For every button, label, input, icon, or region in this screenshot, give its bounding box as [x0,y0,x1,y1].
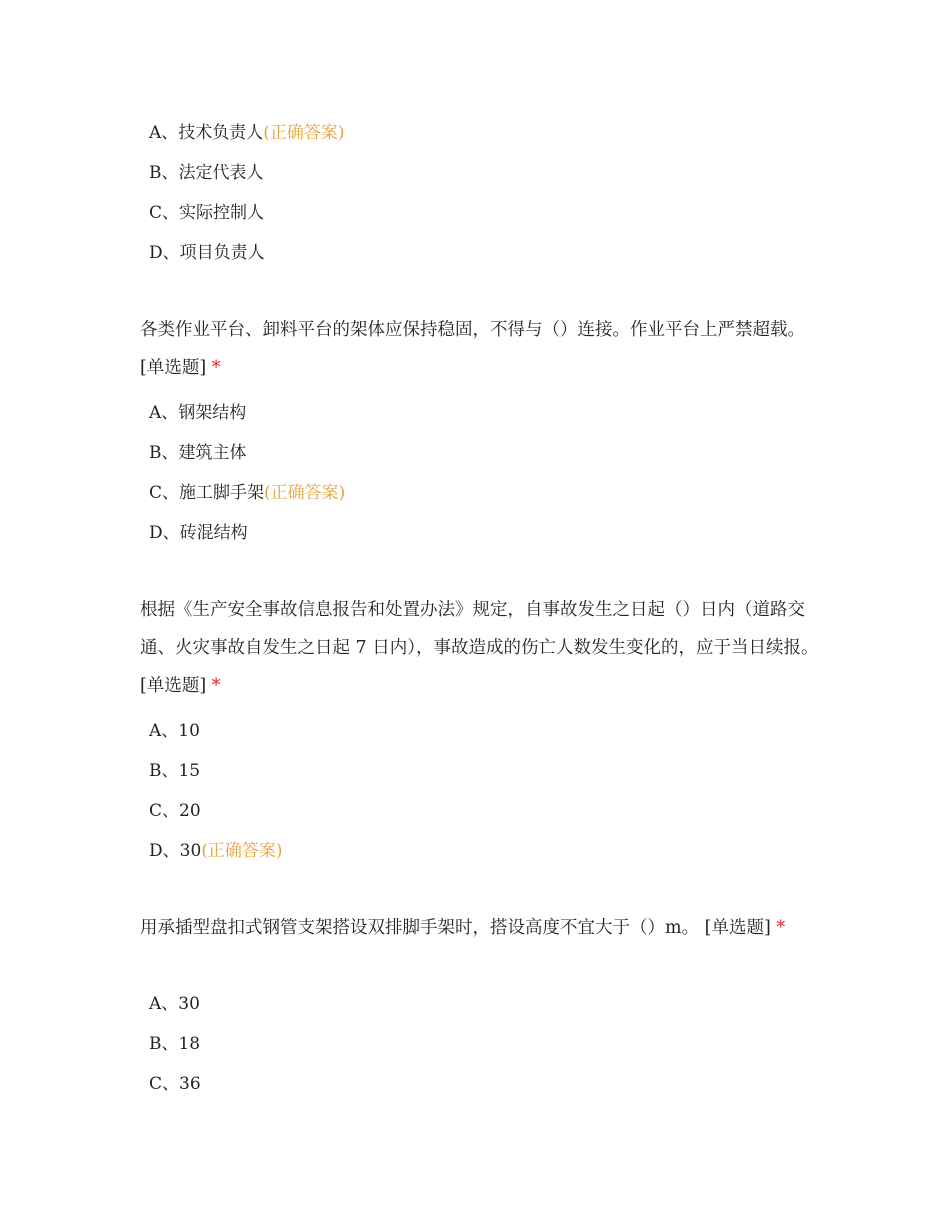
option-label: C、实际控制人 [149,203,265,223]
correct-answer-mark: (正确答案) [263,123,345,143]
option-item[interactable] [149,401,246,425]
required-mark: * [776,918,786,938]
option-item[interactable] [149,161,264,185]
option-label: A、10 [149,721,200,741]
option-item[interactable] [149,992,200,1016]
required-mark: * [211,676,221,696]
required-mark: * [211,358,221,378]
option-item[interactable] [149,1032,200,1056]
question-type: [单选题] [140,358,207,378]
option-item[interactable] [149,521,248,545]
option-item[interactable] [149,241,265,265]
option-label: C、36 [149,1074,201,1094]
option-item[interactable] [149,201,264,225]
option-item[interactable] [149,441,247,465]
option-label: D、30 [149,841,202,861]
option-label: B、建筑主体 [149,443,247,463]
question-type: [单选题] [704,918,771,938]
correct-answer-mark: (正确答案) [264,483,346,503]
option-item[interactable] [149,481,345,505]
option-label: A、30 [149,994,200,1014]
option-label: C、施工脚手架 [149,483,265,503]
option-label: D、项目负责人 [149,243,265,263]
question-stem [140,311,820,387]
option-label: A、钢架结构 [149,403,247,423]
option-item[interactable] [149,719,200,743]
option-item[interactable] [149,839,283,863]
option-label: B、15 [149,761,201,781]
option-label: B、法定代表人 [149,163,264,183]
question-text: 用承插型盘扣式钢管支架搭设双排脚手架时，搭设高度不宜大于（）m。 [140,918,700,938]
option-label: A、技术负责人 [149,123,264,143]
question-text: 各类作业平台、卸料平台的架体应保持稳固，不得与（）连接。作业平台上严禁超载。 [140,320,805,340]
option-item[interactable] [149,799,201,823]
option-item[interactable] [149,121,345,145]
correct-answer-mark: (正确答案) [201,841,283,861]
option-label: C、20 [149,801,201,821]
option-item[interactable] [149,1072,201,1096]
question-text: 根据《生产安全事故信息报告和处置办法》规定，自事故发生之日起（）日内（道路交通、火灾事故自发生之日起 7 日内），事故造成的伤亡人数发生变化的，应于当日续报。 [140,600,819,658]
question-type: [单选题] [140,676,207,696]
question-stem [140,909,820,947]
question-stem [140,591,820,705]
option-item[interactable] [149,759,200,783]
option-label: B、18 [149,1034,201,1054]
option-label: D、砖混结构 [149,523,248,543]
